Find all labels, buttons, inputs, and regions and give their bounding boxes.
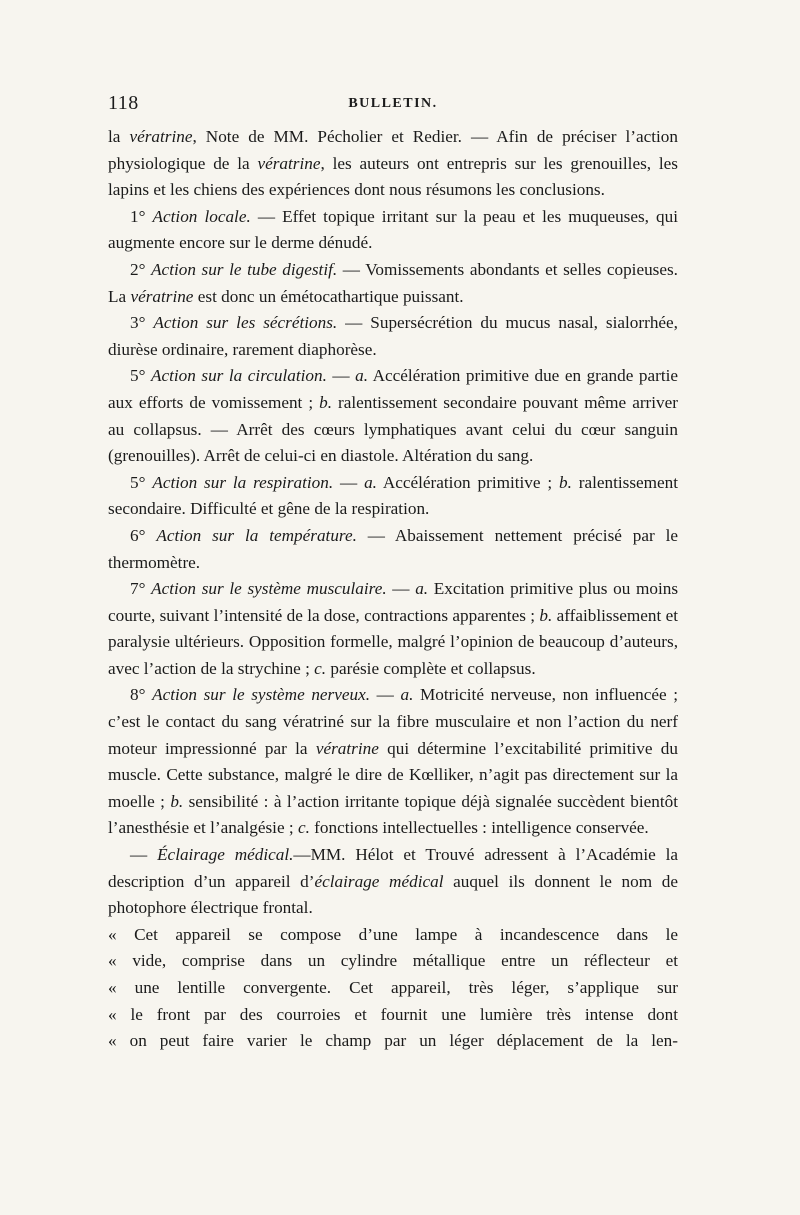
italic-term: vératrine — [315, 738, 379, 758]
text-run: la — [108, 127, 130, 146]
section-number: 7° — [130, 579, 152, 599]
text-run: — — [386, 579, 416, 599]
paragraph-respiration — [108, 470, 678, 523]
item-letter: c. — [314, 658, 327, 678]
section-title: Action sur le tube digestif. — [151, 259, 338, 279]
body-text — [108, 124, 678, 1055]
italic-term: vératrine — [130, 286, 194, 306]
item-letter: b. — [319, 392, 333, 412]
quotation-block — [108, 922, 678, 1055]
item-letter: b. — [539, 605, 553, 625]
text-run: — — [326, 366, 356, 386]
text-run: — Effet topique irritant sur la peau et les muqueuses, qui augmente encore sur le derme dénudé. — [108, 206, 678, 253]
text-run: , Note de MM. Pécholier et Redier. — Afin de préciser l’action physiologique de la — [108, 127, 678, 173]
page — [108, 92, 678, 1055]
section-title: Action sur la respiration. — [152, 472, 334, 492]
paragraph-eclairage-medical — [108, 842, 678, 922]
paragraph-intro — [108, 124, 678, 204]
section-title: Action locale. — [152, 206, 251, 226]
section-title: Action sur les sécrétions. — [153, 313, 338, 333]
text-run: affaiblissement et paralysie ultérieurs. Opposition formelle, malgré l’opinion de beaucoup d’auteurs, avec l’action de la strychine ; — [108, 605, 678, 678]
quotation-line: « on peut faire varier le champ par un léger déplacement de la len- — [108, 1031, 678, 1051]
section-number: 3° — [130, 313, 154, 333]
text-run: ralentissement secondaire pouvant même arriver au collapsus. — Arrêt des cœurs lymphatiques avant celui du cœur sanguin (grenouilles). Arrêt de celui-ci en diastole. Altération du sang. — [108, 392, 678, 466]
section-number: 8° — [130, 685, 153, 705]
section-title: Action sur la température. — [156, 525, 357, 545]
quotation-line: « une lentille convergente. Cet appareil, très léger, s’applique sur — [108, 978, 678, 997]
section-number: 2° — [130, 259, 152, 279]
text-run: , les auteurs ont entrepris sur les grenouilles, les lapins et les chiens des expériences dont nous résumons les conclusions. — [108, 153, 678, 200]
section-number: 1° — [130, 206, 153, 226]
item-letter: a. — [364, 472, 377, 492]
paragraph-circulation — [108, 363, 678, 469]
text-run: Accélération primitive due en grande partie aux efforts de vomissement ; — [108, 366, 678, 412]
text-run: — Vomissements abondants et selles copieuses. La — [108, 259, 678, 306]
text-run: parésie complète et collapsus. — [326, 658, 536, 678]
text-run: — — [370, 685, 401, 705]
italic-term: vératrine — [129, 127, 193, 146]
text-run: sensibilité : à l’action irritante topique déjà signalée succèdent bientôt l’anesthésie et l’analgésie ; — [108, 791, 679, 838]
quotation-line: « le front par des courroies et fournit une lumière très intense dont — [108, 1004, 678, 1024]
text-run: fonctions intellectuelles : intelligence conservée. — [309, 818, 649, 838]
quotation-line: « vide, comprise dans un cylindre métallique entre un réflecteur et — [108, 951, 678, 971]
quotation-line: « Cet appareil se compose d’une lampe à incandescence dans le — [108, 924, 678, 944]
text-run: ralentissement secondaire. Difficulté et gêne de la respiration. — [108, 472, 679, 519]
text-run: — — [130, 845, 158, 865]
text-run: est donc un émétocathartique puissant. — [193, 286, 464, 306]
item-letter: b. — [170, 791, 184, 811]
item-letter: c. — [297, 818, 310, 838]
section-title: Éclairage médical. — [157, 845, 294, 865]
running-head: BULLETIN. — [348, 96, 438, 111]
section-title: Action sur la circulation. — [151, 366, 327, 386]
text-run: — — [333, 472, 365, 492]
text-run: Accélération primitive ; — [376, 472, 559, 492]
item-letter: a. — [400, 685, 414, 705]
text-run: Motricité nerveuse, non influencée ; c’est le contact du sang vératriné sur la fibre musculaire et non l’action du nerf moteur impressionné par la — [108, 685, 678, 758]
paragraph-action-locale — [108, 204, 678, 257]
text-run: — Supersécrétion du mucus nasal, sialorrhée, diurèse ordinaire, rarement diaphorèse. — [108, 313, 678, 359]
text-run: — Abaissement nettement précisé par le thermomètre. — [108, 525, 679, 572]
section-number: 5° — [130, 366, 151, 386]
text-run: —MM. Hélot et Trouvé adressent à l’Académie la description d’un appareil d’ — [108, 845, 678, 891]
item-letter: a. — [355, 366, 369, 386]
text-run: auquel ils donnent le nom de photophore électrique frontal. — [108, 871, 678, 918]
section-title: Action sur le système musculaire. — [151, 579, 387, 599]
paragraph-secretions — [108, 310, 678, 363]
paragraph-systeme-musculaire — [108, 576, 678, 682]
section-number: 5° — [130, 472, 153, 492]
text-run: qui détermine l’excitabilité primitive du muscle. Cette substance, malgré le dire de Kœlliker, n’agit pas directement sur la moelle ; — [108, 738, 678, 811]
paragraph-temperature — [108, 523, 678, 576]
paragraph-systeme-nerveux — [108, 682, 678, 842]
italic-term: vératrine — [257, 153, 321, 173]
item-letter: a. — [415, 579, 429, 599]
text-run: Excitation primitive plus ou moins courte, suivant l’intensité de la dose, contractions apparentes ; — [108, 579, 679, 625]
italic-term: éclairage médical — [314, 871, 444, 891]
section-title: Action sur le système nerveux. — [152, 685, 371, 705]
item-letter: b. — [559, 472, 572, 492]
section-number: 6° — [130, 525, 157, 545]
page-number: 118 — [108, 92, 139, 114]
paragraph-tube-digestif — [108, 257, 678, 310]
page-header — [108, 92, 678, 120]
